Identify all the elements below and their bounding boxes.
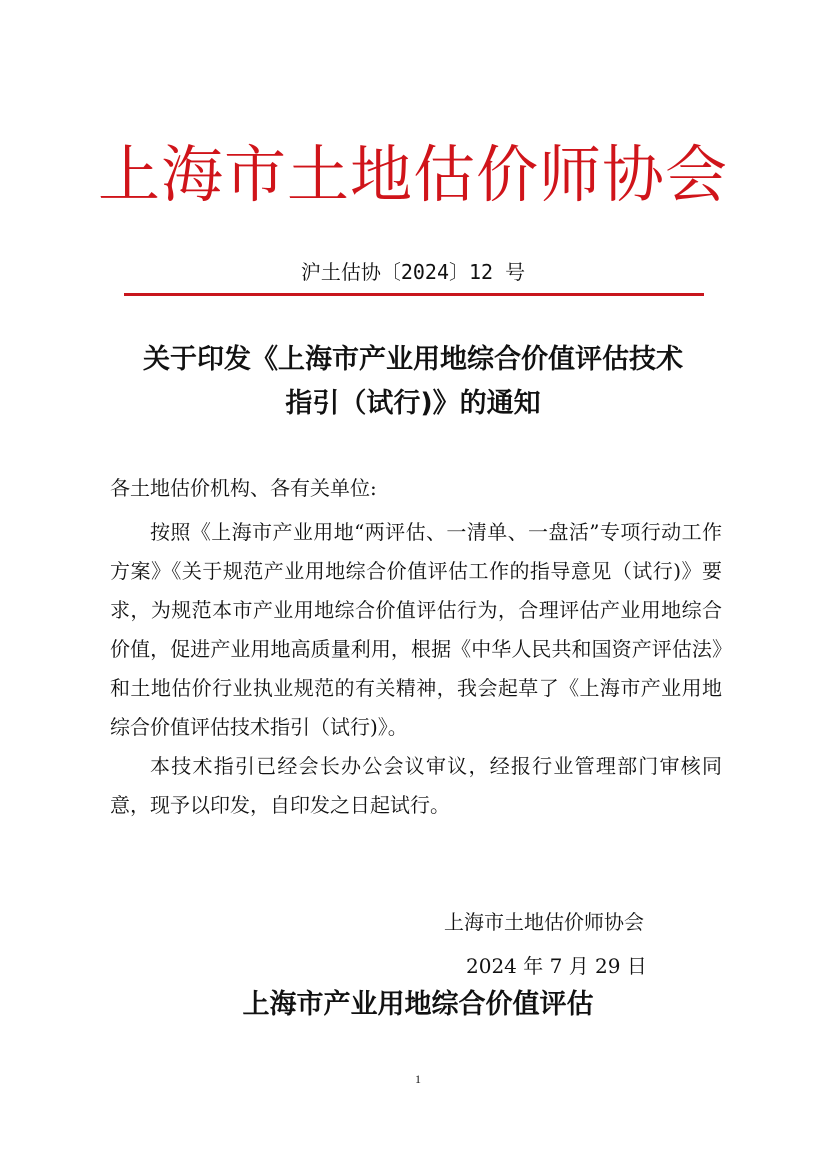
red-divider-rule (124, 293, 704, 296)
addressee: 各土地估价机构、各有关单位: (110, 476, 377, 500)
body-paragraph-2: 本技术指引已经会长办公会议审议，经报行业管理部门审核同意，现予以印发，自印发之日起试行。 (110, 754, 722, 817)
page-number: 1 (415, 1072, 421, 1086)
signature-organization: 上海市土地估价师协会 (444, 910, 644, 934)
document-number: 沪土估协〔2024〕12 号 (300, 260, 526, 284)
notice-title (60, 338, 766, 426)
next-section-heading: 上海市产业用地综合价值评估 (242, 989, 594, 1020)
notice-title-line-2: 指引（试行)》的通知 (285, 388, 541, 419)
notice-title-line-1: 关于印发《上海市产业用地综合价值评估技术 (143, 344, 683, 375)
signature-date: 2024 年 7 月 29 日 (466, 954, 647, 978)
body-paragraph-1: 按照《上海市产业用地“两评估、一清单、一盘活”专项行动工作方案》《关于规范产业用地综合价值评估工作的指导意见（试行)》要求，为规范本市产业用地综合价值评估行为，合理评估产业用地综合价值，促进产业用地高质量利用，根据《中华人民共和国资产评估法》和土地估价行业执业规范的有关精神，我会起草了《上海市产业用地综合价值评估技术指引（试行)》。 (110, 520, 722, 739)
org-name-header: 上海市土地估价师协会 (97, 138, 728, 211)
notice-body (110, 513, 722, 825)
